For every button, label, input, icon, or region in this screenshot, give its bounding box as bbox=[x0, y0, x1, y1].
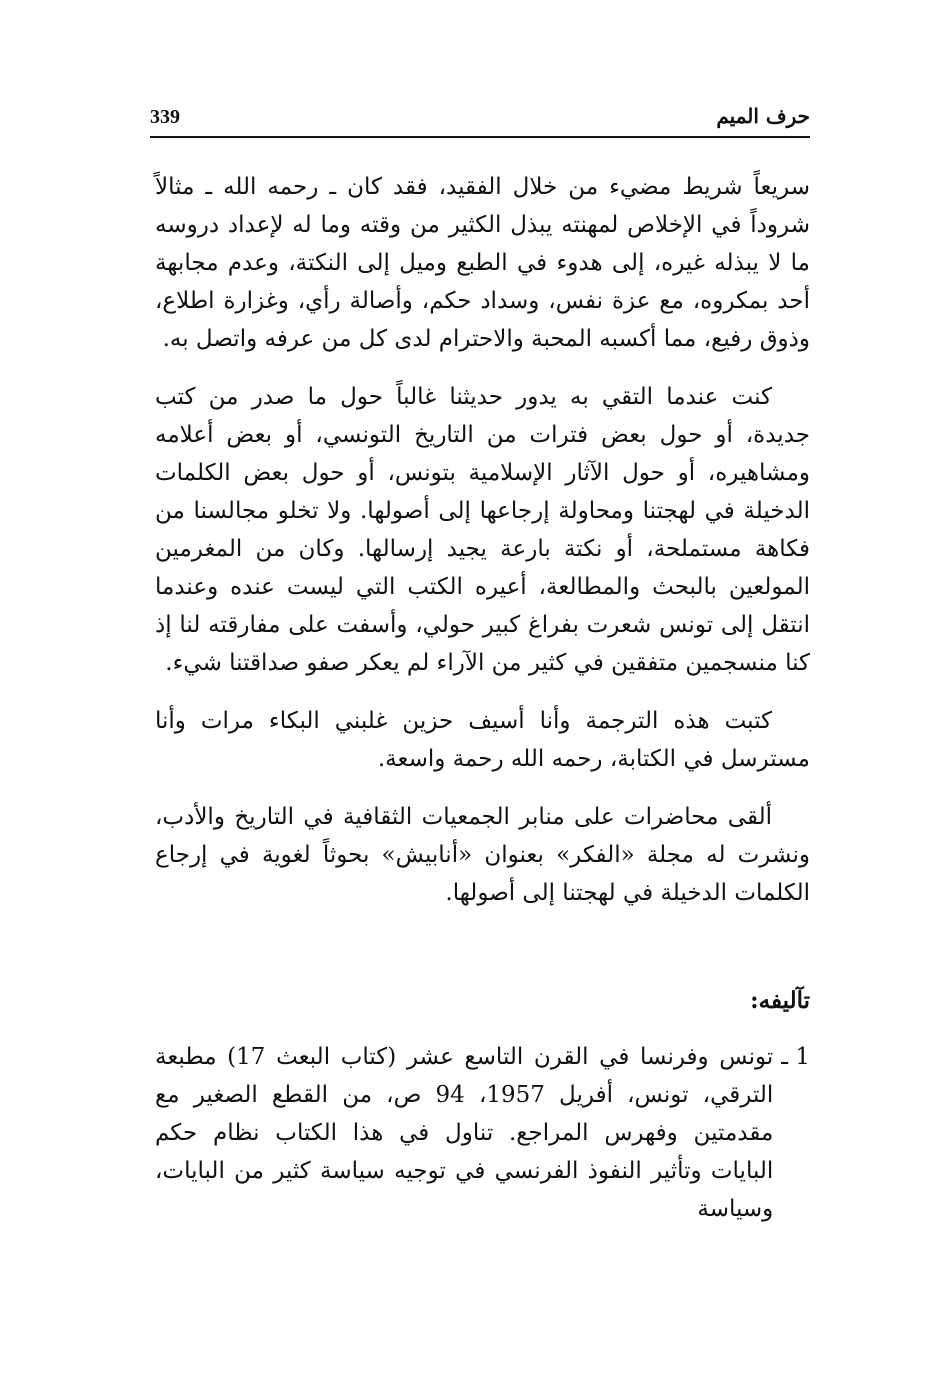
works-list-item bbox=[155, 1038, 810, 1228]
paragraph-2: كنت عندما التقي به يدور حديثنا غالباً حول ما صدر من كتب جديدة، أو حول بعض فترات من التاريخ التونسي، أو بعض أعلامه ومشاهيره، أو حول الآثار الإسلامية بتونس، أو حول بعض الكلمات الدخيلة في لهجتنا ومحاولة إرجاعها إلى أصولها. ولا تخلو مجالسنا من فكاهة مستملحة، أو نكتة بارعة يجيد إرسالها. وكان من المغرمين المولعين بالبحث والمطالعة، أعيره الكتب التي ليست عنده وعندما انتقل إلى تونس شعرت بفراغ كبير حولي، وأسفت على مفارقته لنا إذ كنا منسجمين متفقين في كثير من الآراء لم يعكر صفو صداقتنا شيء. bbox=[155, 384, 810, 676]
page-header bbox=[150, 100, 810, 138]
running-title: حرف الميم bbox=[716, 104, 810, 128]
list-item-text: تونس وفرنسا في القرن التاسع عشر (كتاب البعث 17) مطبعة الترقي، تونس، أفريل 1957، 94 ص، من القطع الصغير مع مقدمتين وفهرس المراجع. تناول في هذا الكتاب نظام حكم البايات وتأثير النفوذ الفرنسي في توجيه سياسة كثير من البايات، وسياسة bbox=[155, 1044, 774, 1222]
paragraph-4: ألقى محاضرات على منابر الجمعيات الثقافية في التاريخ والأدب، ونشرت له مجلة «الفكر» بعنوان «أنابيش» بحوثاً لغوية في إرجاع الكلمات الدخيلة في لهجتنا إلى أصولها. bbox=[155, 804, 810, 906]
works-heading: تآليفه: bbox=[750, 987, 810, 1014]
list-item-number: 1 ـ bbox=[781, 1044, 810, 1070]
paragraph-1: سريعاً شريط مضيء من خلال الفقيد، فقد كان ـ رحمه الله ـ مثالاً شروداً في الإخلاص لمهنته يبذل الكثير من وقته وما له لإعداد دروسه ما لا يبذله غيره، إلى هدوء في الطبع وميل إلى النكتة، وعدم مجابهة أحد بمكروه، مع عزة نفس، وسداد حكم، وأصالة رأي، وغزارة اطلاع، وذوق رفيع، مما أكسبه المحبة والاحترام لدى كل من عرفه واتصل به. bbox=[155, 174, 810, 352]
page-number: 339 bbox=[150, 106, 180, 128]
paragraph-3: كتبت هذه الترجمة وأنا أسيف حزين غلبني البكاء مرات وأنا مسترسل في الكتابة، رحمه الله رحمة واسعة. bbox=[155, 708, 810, 772]
body-text bbox=[155, 168, 810, 1228]
